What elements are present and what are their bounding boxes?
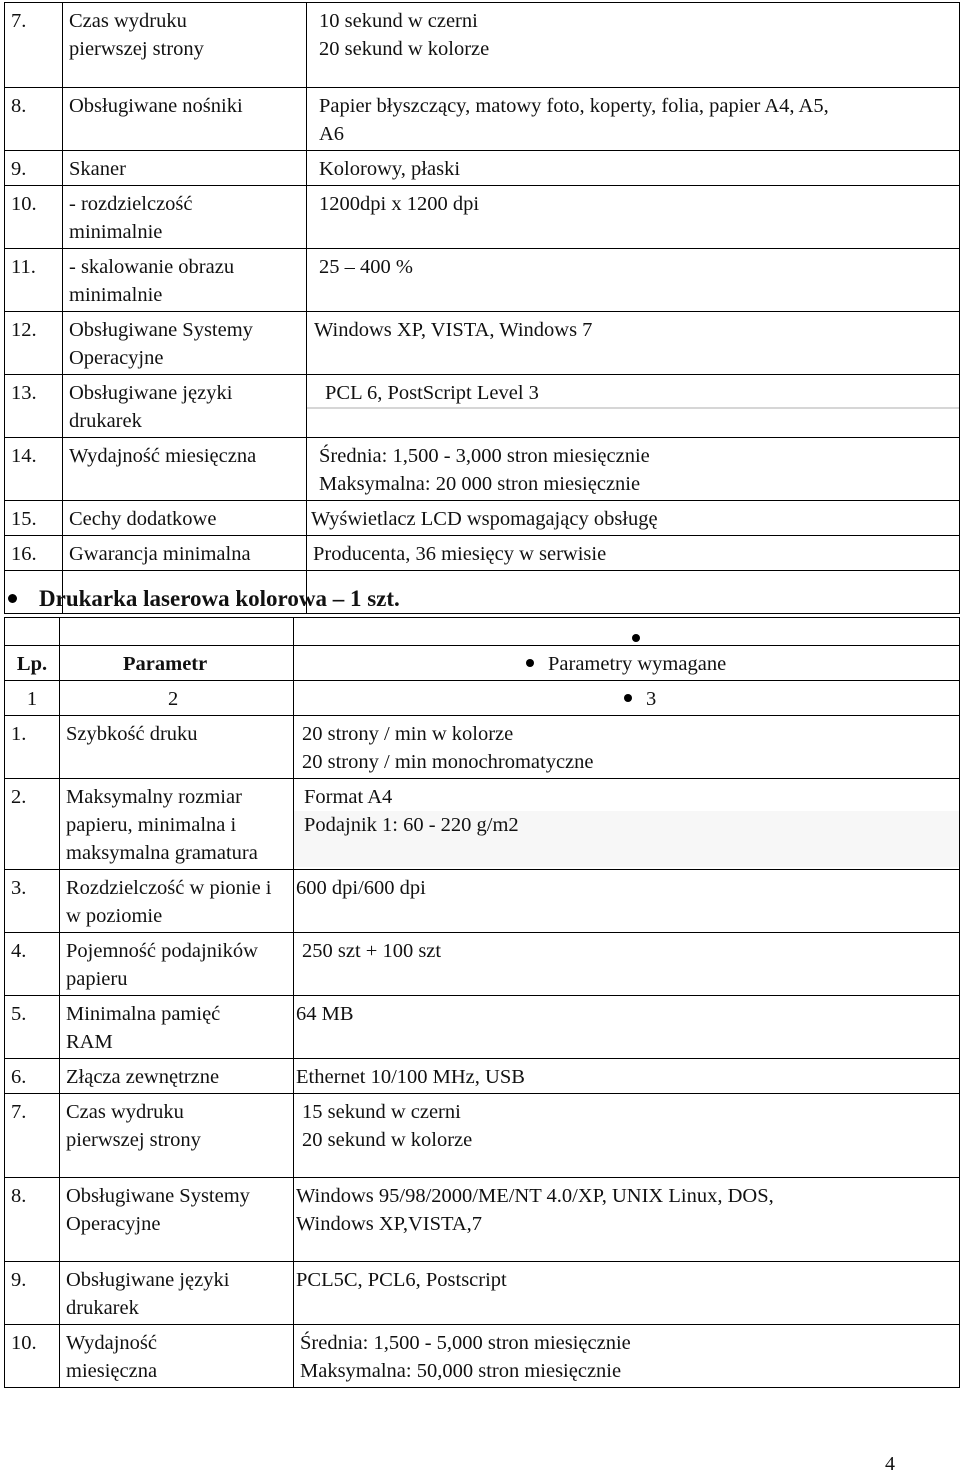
parameter-name: Obsługiwane języki drukarek (63, 375, 307, 438)
parameter-name: Czas wydruku pierwszej strony (60, 1094, 294, 1178)
column-header-lp: Lp. (5, 646, 60, 681)
row-number: 8. (5, 1178, 60, 1262)
row-number: 8. (5, 88, 63, 151)
table-row (5, 1059, 960, 1094)
parameter-value: 10 sekund w czerni 20 sekund w kolorze (307, 3, 960, 88)
parameter-value: 250 szt + 100 szt (294, 933, 960, 996)
bullet-icon (8, 594, 17, 603)
table-row (5, 779, 960, 870)
parameter-name: Złącza zewnętrzne (60, 1059, 294, 1094)
row-number: 2. (5, 779, 60, 870)
empty-cell (5, 618, 60, 646)
parameter-name: Pojemność podajników papieru (60, 933, 294, 996)
parameter-name: Maksymalny rozmiar papieru, minimalna i maksymalna gramatura (60, 779, 294, 870)
parameter-name: Gwarancja minimalna (63, 536, 307, 571)
table-row (5, 1262, 960, 1325)
empty-cell (60, 618, 294, 646)
table-row (5, 186, 960, 249)
parameter-value: 20 strony / min w kolorze 20 strony / min monochromatyczne (294, 716, 960, 779)
table-row-spacer (5, 618, 960, 646)
bullet-icon (624, 694, 632, 702)
row-number: 5. (5, 996, 60, 1059)
table-row (5, 151, 960, 186)
table-row (5, 1178, 960, 1262)
spec-table-previous-device (4, 2, 960, 614)
table-row (5, 3, 960, 88)
parameter-value: Średnia: 1,500 - 3,000 stron miesięcznie Maksymalna: 20 000 stron miesięcznie (307, 438, 960, 501)
column-header-parameter: Parametr (60, 646, 294, 681)
row-number: 10. (5, 1325, 60, 1388)
parameter-value: Producenta, 36 miesięcy w serwisie (307, 536, 960, 571)
bullet-icon (526, 659, 534, 667)
parameter-value: 64 MB (294, 996, 960, 1059)
column-number-2: 2 (60, 681, 294, 716)
column-header-required: Parametry wymagane (294, 646, 960, 681)
row-number: 12. (5, 312, 63, 375)
table-row (5, 438, 960, 501)
table-row (5, 716, 960, 779)
empty-cell (294, 618, 960, 646)
parameter-value: Wyświetlacz LCD wspomagający obsługę (307, 501, 960, 536)
parameter-name: Szybkość druku (60, 716, 294, 779)
table-row (5, 1325, 960, 1388)
empty-cell (307, 571, 960, 614)
row-number: 9. (5, 1262, 60, 1325)
parameter-value: Papier błyszczący, matowy foto, koperty, folia, papier A4, A5, A6 (307, 88, 960, 151)
column-number-3: 3 (294, 681, 960, 716)
parameter-value: 15 sekund w czerni 20 sekund w kolorze (294, 1094, 960, 1178)
row-number: 13. (5, 375, 63, 438)
parameter-value: Średnia: 1,500 - 5,000 stron miesięcznie Maksymalna: 50,000 stron miesięcznie (294, 1325, 960, 1388)
table-row (5, 501, 960, 536)
row-number: 3. (5, 870, 60, 933)
parameter-name: - rozdzielczość minimalnie (63, 186, 307, 249)
parameter-name: Obsługiwane języki drukarek (60, 1262, 294, 1325)
parameter-value: Windows 95/98/2000/ME/NT 4.0/XP, UNIX Linux, DOS, Windows XP,VISTA,7 (294, 1178, 960, 1262)
row-number: 7. (5, 1094, 60, 1178)
column-number-row (5, 681, 960, 716)
parameter-value: 1200dpi x 1200 dpi (307, 186, 960, 249)
row-number: 6. (5, 1059, 60, 1094)
table-header-row (5, 646, 960, 681)
table-row (5, 312, 960, 375)
table-row (5, 536, 960, 571)
parameter-name: Obsługiwane Systemy Operacyjne (60, 1178, 294, 1262)
spec-table-color-laser-printer (4, 617, 960, 1388)
parameter-name: Minimalna pamięć RAM (60, 996, 294, 1059)
parameter-name: - skalowanie obrazu minimalnie (63, 249, 307, 312)
row-number: 14. (5, 438, 63, 501)
parameter-value: 600 dpi/600 dpi (294, 870, 960, 933)
bullet-icon (632, 634, 640, 642)
table-row (5, 996, 960, 1059)
table-row (5, 1094, 960, 1178)
parameter-name: Obsługiwane Systemy Operacyjne (63, 312, 307, 375)
row-number: 1. (5, 716, 60, 779)
parameter-name: Obsługiwane nośniki (63, 88, 307, 151)
table-row (5, 249, 960, 312)
row-number: 16. (5, 536, 63, 571)
parameter-name: Wydajność miesięczna (60, 1325, 294, 1388)
row-number: 11. (5, 249, 63, 312)
parameter-value: 25 – 400 % (307, 249, 960, 312)
parameter-value: PCL 6, PostScript Level 3 (307, 375, 960, 438)
parameter-value: Ethernet 10/100 MHz, USB (294, 1059, 960, 1094)
parameter-value: Format A4 Podajnik 1: 60 - 220 g/m2 (294, 779, 960, 870)
parameter-name: Rozdzielczość w pionie i w poziomie (60, 870, 294, 933)
parameter-name: Wydajność miesięczna (63, 438, 307, 501)
row-number: 7. (5, 3, 63, 88)
table-row (5, 375, 960, 438)
table-row (5, 88, 960, 151)
table-row (5, 870, 960, 933)
parameter-value: Kolorowy, płaski (307, 151, 960, 186)
row-number: 10. (5, 186, 63, 249)
section-heading-text: Drukarka laserowa kolorowa – 1 szt. (39, 586, 400, 611)
row-number: 9. (5, 151, 63, 186)
page-number: 4 (885, 1453, 895, 1475)
parameter-value: PCL5C, PCL6, Postscript (294, 1262, 960, 1325)
table-row (5, 933, 960, 996)
parameter-name: Cechy dodatkowe (63, 501, 307, 536)
parameter-name: Czas wydruku pierwszej strony (63, 3, 307, 88)
parameter-name: Skaner (63, 151, 307, 186)
section-heading (8, 586, 400, 612)
row-number: 4. (5, 933, 60, 996)
column-number-1: 1 (5, 681, 60, 716)
parameter-value: Windows XP, VISTA, Windows 7 (307, 312, 960, 375)
row-number: 15. (5, 501, 63, 536)
